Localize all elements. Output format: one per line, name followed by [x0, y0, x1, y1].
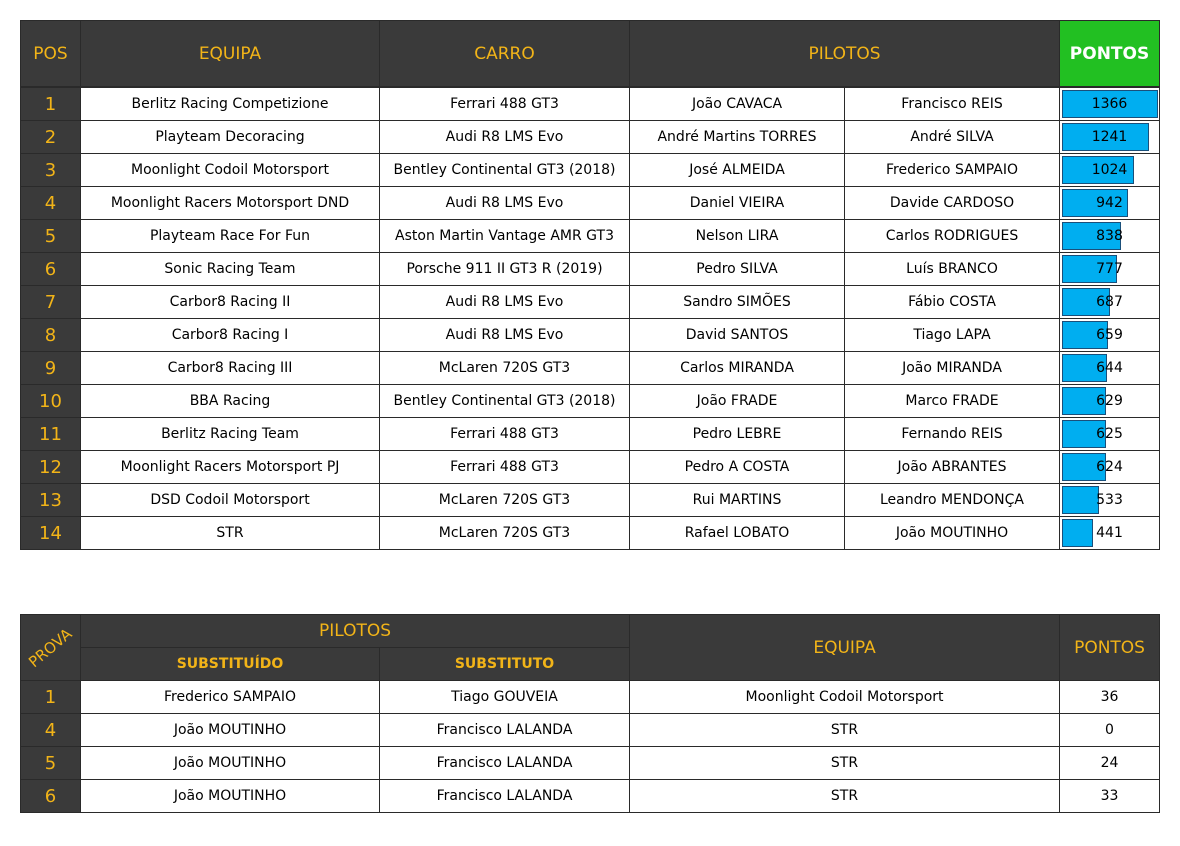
- piloto2-cell: Tiago LAPA: [845, 319, 1060, 352]
- equipa-cell: Carbor8 Racing I: [81, 319, 380, 352]
- carro-cell: Audi R8 LMS Evo: [380, 187, 630, 220]
- carro-cell: McLaren 720S GT3: [380, 517, 630, 550]
- table-row: [21, 517, 1160, 550]
- header-substituido: SUBSTITUÍDO: [81, 648, 380, 681]
- header-subs-equipa: EQUIPA: [630, 615, 1060, 681]
- piloto2-cell: Fernando REIS: [845, 418, 1060, 451]
- substituido-cell: João MOUTINHO: [81, 747, 380, 780]
- table-row: [21, 714, 1160, 747]
- carro-cell: McLaren 720S GT3: [380, 484, 630, 517]
- pontos-cell: [1060, 517, 1160, 550]
- header-equipa: EQUIPA: [81, 21, 380, 87]
- points-value: 687: [1096, 294, 1123, 310]
- piloto2-cell: Frederico SAMPAIO: [845, 154, 1060, 187]
- points-value: 533: [1096, 492, 1123, 508]
- prova-cell: 6: [21, 780, 81, 813]
- pontos-cell: [1060, 484, 1160, 517]
- table-row: [21, 747, 1160, 780]
- standings-header-row: [21, 21, 1160, 87]
- table-row: [21, 187, 1160, 220]
- piloto1-cell: Pedro SILVA: [630, 253, 845, 286]
- equipa-cell: Sonic Racing Team: [81, 253, 380, 286]
- equipa-cell: Moonlight Racers Motorsport DND: [81, 187, 380, 220]
- table-row: [21, 385, 1160, 418]
- points-value: 1024: [1091, 162, 1128, 178]
- piloto1-cell: Carlos MIRANDA: [630, 352, 845, 385]
- header-pontos: PONTOS: [1060, 21, 1160, 87]
- points-value: 942: [1096, 195, 1123, 211]
- subs-equipa-cell: STR: [630, 714, 1060, 747]
- pontos-cell: [1060, 253, 1160, 286]
- substitutions-table: [20, 614, 1160, 813]
- pos-cell: 10: [21, 385, 81, 418]
- prova-cell: 1: [21, 681, 81, 714]
- carro-cell: Audi R8 LMS Evo: [380, 319, 630, 352]
- points-value: 1241: [1091, 129, 1128, 145]
- substituido-cell: Frederico SAMPAIO: [81, 681, 380, 714]
- pontos-cell: [1060, 286, 1160, 319]
- header-substituto: SUBSTITUTO: [380, 648, 630, 681]
- table-row: [21, 220, 1160, 253]
- piloto2-cell: Davide CARDOSO: [845, 187, 1060, 220]
- pos-cell: 4: [21, 187, 81, 220]
- pontos-cell: [1060, 319, 1160, 352]
- equipa-cell: Berlitz Racing Team: [81, 418, 380, 451]
- piloto2-cell: Marco FRADE: [845, 385, 1060, 418]
- carro-cell: McLaren 720S GT3: [380, 352, 630, 385]
- equipa-cell: Berlitz Racing Competizione: [81, 88, 380, 121]
- piloto1-cell: Nelson LIRA: [630, 220, 845, 253]
- pos-cell: 11: [21, 418, 81, 451]
- pos-cell: 1: [21, 88, 81, 121]
- header-subs-pontos: PONTOS: [1060, 615, 1160, 681]
- substituto-cell: Tiago GOUVEIA: [380, 681, 630, 714]
- pos-cell: 8: [21, 319, 81, 352]
- table-row: [21, 418, 1160, 451]
- subs-pontos-cell: 24: [1060, 747, 1160, 780]
- table-row: [21, 88, 1160, 121]
- equipa-cell: Carbor8 Racing III: [81, 352, 380, 385]
- header-pos: POS: [21, 21, 81, 87]
- points-value: 629: [1096, 393, 1123, 409]
- table-row: [21, 780, 1160, 813]
- carro-cell: Audi R8 LMS Evo: [380, 286, 630, 319]
- carro-cell: Bentley Continental GT3 (2018): [380, 385, 630, 418]
- table-row: [21, 484, 1160, 517]
- subs-pontos-cell: 36: [1060, 681, 1160, 714]
- points-value: 1366: [1091, 96, 1128, 112]
- piloto2-cell: Francisco REIS: [845, 88, 1060, 121]
- substituto-cell: Francisco LALANDA: [380, 780, 630, 813]
- pos-cell: 7: [21, 286, 81, 319]
- pos-cell: 5: [21, 220, 81, 253]
- header-pilotos: PILOTOS: [630, 21, 1060, 87]
- subs-equipa-cell: STR: [630, 780, 1060, 813]
- pontos-cell: [1060, 451, 1160, 484]
- piloto2-cell: João ABRANTES: [845, 451, 1060, 484]
- piloto1-cell: João FRADE: [630, 385, 845, 418]
- equipa-cell: STR: [81, 517, 380, 550]
- table-row: [21, 253, 1160, 286]
- piloto1-cell: Pedro LEBRE: [630, 418, 845, 451]
- pos-cell: 3: [21, 154, 81, 187]
- header-carro: CARRO: [380, 21, 630, 87]
- pos-cell: 12: [21, 451, 81, 484]
- piloto2-cell: Fábio COSTA: [845, 286, 1060, 319]
- pontos-cell: [1060, 385, 1160, 418]
- table-row: [21, 319, 1160, 352]
- piloto2-cell: João MIRANDA: [845, 352, 1060, 385]
- pos-cell: 6: [21, 253, 81, 286]
- equipa-cell: DSD Codoil Motorsport: [81, 484, 380, 517]
- pontos-cell: [1060, 418, 1160, 451]
- equipa-cell: Moonlight Racers Motorsport PJ: [81, 451, 380, 484]
- carro-cell: Aston Martin Vantage AMR GT3: [380, 220, 630, 253]
- header-prova: PROVA: [21, 615, 81, 681]
- table-row: [21, 154, 1160, 187]
- table-row: [21, 681, 1160, 714]
- substituto-cell: Francisco LALANDA: [380, 747, 630, 780]
- piloto2-cell: João MOUTINHO: [845, 517, 1060, 550]
- carro-cell: Porsche 911 II GT3 R (2019): [380, 253, 630, 286]
- piloto2-cell: Leandro MENDONÇA: [845, 484, 1060, 517]
- pontos-cell: [1060, 154, 1160, 187]
- carro-cell: Audi R8 LMS Evo: [380, 121, 630, 154]
- piloto1-cell: João CAVACA: [630, 88, 845, 121]
- subs-pontos-cell: 0: [1060, 714, 1160, 747]
- subs-header-row: [21, 615, 1160, 648]
- piloto1-cell: David SANTOS: [630, 319, 845, 352]
- pos-cell: 2: [21, 121, 81, 154]
- piloto1-cell: José ALMEIDA: [630, 154, 845, 187]
- carro-cell: Ferrari 488 GT3: [380, 418, 630, 451]
- pontos-cell: [1060, 88, 1160, 121]
- points-bar: [1062, 519, 1093, 547]
- subs-equipa-cell: Moonlight Codoil Motorsport: [630, 681, 1060, 714]
- pontos-cell: [1060, 352, 1160, 385]
- equipa-cell: Playteam Decoracing: [81, 121, 380, 154]
- equipa-cell: Moonlight Codoil Motorsport: [81, 154, 380, 187]
- piloto2-cell: Luís BRANCO: [845, 253, 1060, 286]
- prova-cell: 4: [21, 714, 81, 747]
- table-row: [21, 121, 1160, 154]
- piloto1-cell: André Martins TORRES: [630, 121, 845, 154]
- piloto2-cell: André SILVA: [845, 121, 1060, 154]
- pos-cell: 13: [21, 484, 81, 517]
- table-row: [21, 451, 1160, 484]
- piloto1-cell: Daniel VIEIRA: [630, 187, 845, 220]
- equipa-cell: Carbor8 Racing II: [81, 286, 380, 319]
- header-subs-pilotos: PILOTOS: [81, 615, 630, 648]
- pontos-cell: [1060, 187, 1160, 220]
- subs-pontos-cell: 33: [1060, 780, 1160, 813]
- piloto1-cell: Pedro A COSTA: [630, 451, 845, 484]
- substituido-cell: João MOUTINHO: [81, 714, 380, 747]
- prova-cell: 5: [21, 747, 81, 780]
- piloto1-cell: Sandro SIMÕES: [630, 286, 845, 319]
- subs-equipa-cell: STR: [630, 747, 1060, 780]
- pontos-cell: [1060, 121, 1160, 154]
- carro-cell: Ferrari 488 GT3: [380, 88, 630, 121]
- points-bar: [1062, 486, 1099, 514]
- piloto2-cell: Carlos RODRIGUES: [845, 220, 1060, 253]
- piloto1-cell: Rui MARTINS: [630, 484, 845, 517]
- pos-cell: 14: [21, 517, 81, 550]
- pontos-cell: [1060, 220, 1160, 253]
- table-row: [21, 286, 1160, 319]
- piloto1-cell: Rafael LOBATO: [630, 517, 845, 550]
- carro-cell: Ferrari 488 GT3: [380, 451, 630, 484]
- points-value: 644: [1096, 360, 1123, 376]
- substituto-cell: Francisco LALANDA: [380, 714, 630, 747]
- equipa-cell: Playteam Race For Fun: [81, 220, 380, 253]
- points-value: 625: [1096, 426, 1123, 442]
- standings-table: [20, 20, 1160, 550]
- points-value: 441: [1096, 525, 1123, 541]
- table-row: [21, 352, 1160, 385]
- equipa-cell: BBA Racing: [81, 385, 380, 418]
- carro-cell: Bentley Continental GT3 (2018): [380, 154, 630, 187]
- points-value: 777: [1096, 261, 1123, 277]
- points-value: 838: [1096, 228, 1123, 244]
- points-value: 624: [1096, 459, 1123, 475]
- pos-cell: 9: [21, 352, 81, 385]
- points-value: 659: [1096, 327, 1123, 343]
- substituido-cell: João MOUTINHO: [81, 780, 380, 813]
